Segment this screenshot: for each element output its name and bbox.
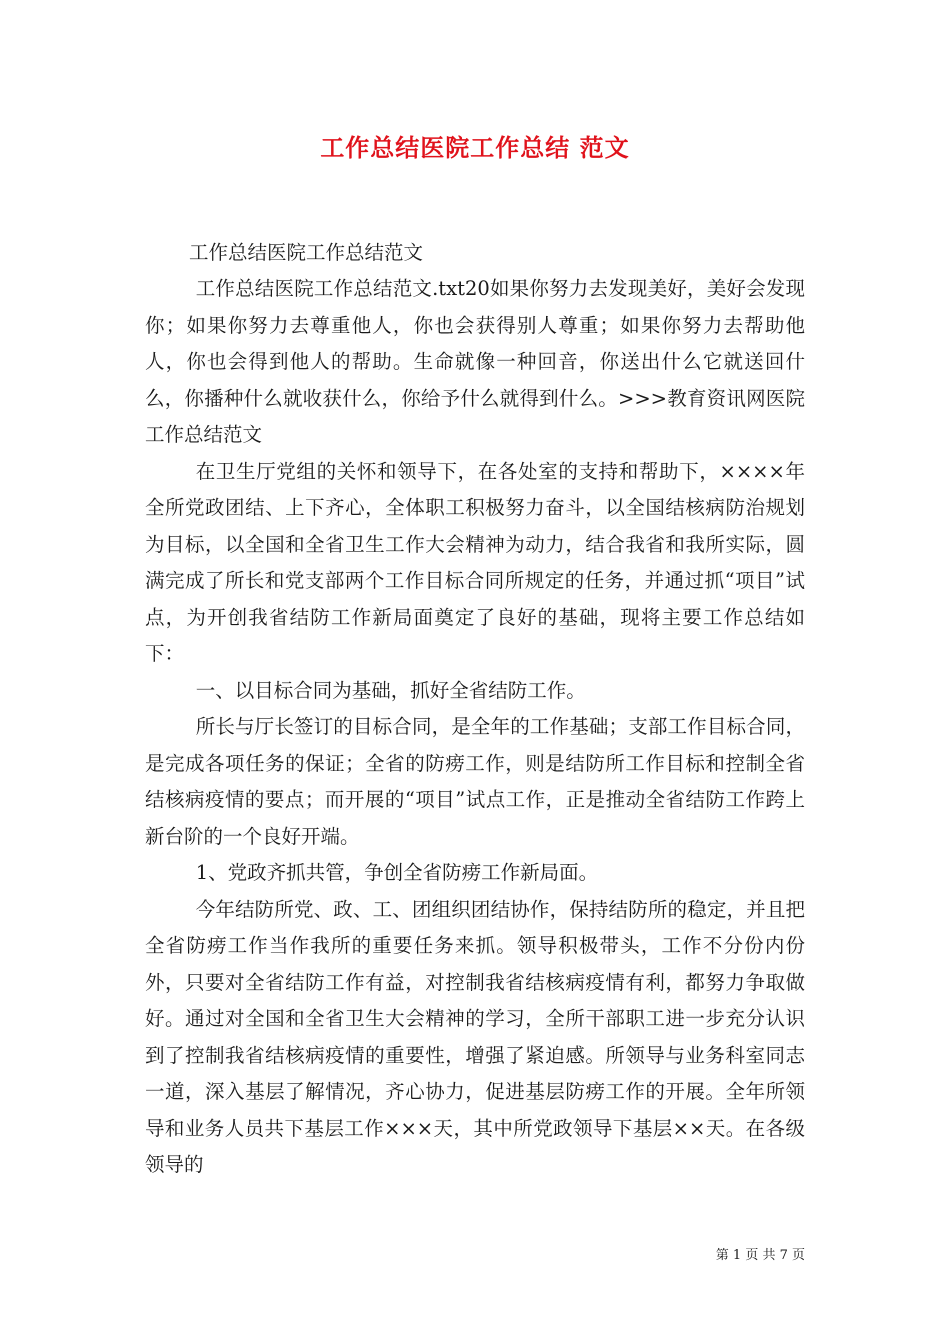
- subsection-heading-1: 1、党政齐抓共管，争创全省防痨工作新局面。: [195, 861, 599, 884]
- section-heading-1: 一、以目标合同为基础，抓好全省结防工作。: [195, 678, 586, 702]
- paragraph-party-work: 今年结防所党、政、工、团组织团结协作，保持结防所的稳定，并且把全省防痨工作当作我所的重要任务来抓。领导积极带头，工作不分份内份外，只要对全省结防工作有益，对控制我省结核病疫情有利，都努力争取做好。通过对全国和全省卫生大会精神的学习，全所干部职工进一步充分认识到了控制我省结核病疫情的重要性，增强了紧迫感。所领导与业务科室同志一道，深入基层了解情况，齐心协力，促进基层防痨工作的开展。全年所领导和业务人员共下基层工作×××天，其中所党政领导下基层××天。在各级领导的: [145, 897, 805, 1176]
- paragraph-intro: 工作总结医院工作总结范文.txt20如果你努力去发现美好，美好会发现你；如果你努力去尊重他人，你也会获得别人尊重；如果你努力去帮助他人，你也会得到他人的帮助。生命就像一种回音，你送出什么它就送回什么，你播种什么就收获什么，你给予什么就得到什么。>>>教育资讯网医院工作总结范文: [145, 277, 805, 446]
- paragraph-overview: 在卫生厅党组的关怀和领导下，在各处室的支持和帮助下，××××年全所党政团结、上下齐心，全体职工积极努力奋斗，以全国结核病防治规划为目标，以全国和全省卫生工作大会精神为动力，结合我省和我所实际，圆满完成了所长和党支部两个工作目标合同所规定的任务，并通过抓“项目”试点，为开创我省结防工作新局面奠定了良好的基础，现将主要工作总结如下：: [145, 459, 805, 665]
- document-subtitle: 工作总结医院工作总结范文: [189, 241, 424, 264]
- document-body: [145, 234, 805, 1184]
- document-title: 工作总结医院工作总结 范文: [320, 133, 630, 162]
- page-number-footer: 第 1 页 共 7 页: [715, 1248, 805, 1263]
- paragraph-targets: 所长与厅长签订的目标合同，是全年的工作基础；支部工作目标合同，是完成各项任务的保证；全省的防痨工作，则是结防所工作目标和控制全省结核病疫情的要点；而开展的“项目”试点工作，正是推动全省结防工作跨上新台阶的一个良好开端。: [145, 715, 805, 848]
